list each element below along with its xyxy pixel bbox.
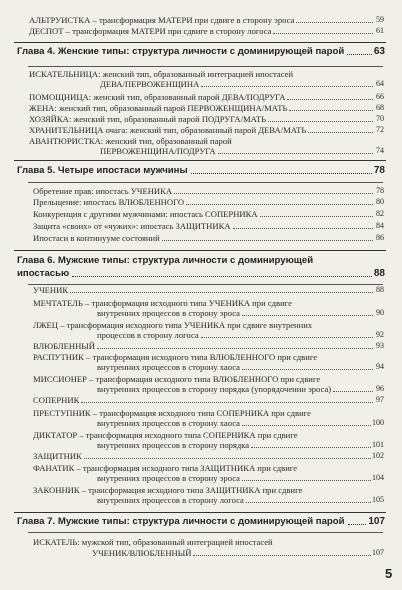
leader-dots <box>251 447 371 448</box>
leader-dots <box>193 555 371 556</box>
toc-entry-text: Конкуренция с другими мужчинами: ипостась СОПЕРНИКА <box>33 209 258 219</box>
leader-dots <box>186 204 373 205</box>
toc-entry[interactable] <box>29 125 384 135</box>
page-number: 5 <box>385 566 393 581</box>
toc-entry-text[interactable]: ДИКТАТОР – трансформация исходного типа СОПЕРНИКА при сдвиге <box>33 430 298 440</box>
toc-entry[interactable] <box>29 103 384 113</box>
leader-dots <box>242 480 371 481</box>
toc-entry-text: внутренних процессов в сторону эроса <box>97 473 240 483</box>
toc-entry-text[interactable]: ЛЖЕЦ – трансформация исходного типа УЧЕНИКА при сдвиге внутренних <box>33 320 313 330</box>
toc-entry-page: 74 <box>376 146 384 155</box>
leader-dots <box>201 86 373 87</box>
toc-entry[interactable] <box>33 341 384 351</box>
toc-entry-page: 101 <box>372 440 384 449</box>
toc-entry-page: 66 <box>376 92 384 101</box>
chapter-heading[interactable] <box>17 46 385 58</box>
chapter-title: Глава 7. Мужские типы: структура личности с доминирующей парой <box>17 516 345 527</box>
leader-dots <box>81 402 373 403</box>
divider <box>14 512 386 513</box>
toc-entry-text: ХОЗЯЙКА: женский тип, образованный парой ПОДРУГА/МАТЬ <box>29 114 267 124</box>
toc-entry[interactable] <box>33 197 384 207</box>
toc-entry-text: внутренних процессов в сторону порядка <box>97 440 250 450</box>
toc-entry-text: ДЕВА/ПЕРВОЖЕНЩИНА <box>100 79 200 89</box>
toc-entry-page: 97 <box>376 395 384 404</box>
toc-entry-text: Обретение прав: ипостась УЧЕНИКА <box>33 186 173 196</box>
toc-entry-text: ПЕРВОЖЕНЩИНА/ПОДРУГА <box>100 146 216 156</box>
toc-entry-page: 104 <box>372 473 384 482</box>
toc-entry-page: 68 <box>376 103 384 112</box>
toc-entry-text: внутренних процессов в сторону хаоса <box>97 418 240 428</box>
chapter-page: 88 <box>373 268 385 279</box>
leader-dots <box>348 524 367 525</box>
leader-dots <box>218 153 373 154</box>
leader-dots <box>233 228 373 229</box>
toc-entry-page: 84 <box>376 221 384 230</box>
toc-entry[interactable] <box>33 395 384 405</box>
toc-entry[interactable] <box>33 209 384 219</box>
toc-entry[interactable] <box>97 495 384 505</box>
toc-entry-text[interactable]: ЗАКОННИК – трансформация исходного типа ЗАЩИТНИКА при сдвиге <box>33 485 303 495</box>
toc-entry[interactable] <box>33 285 384 295</box>
toc-entry-text: ПОМОЩНИЦА: женский тип, образованный парой ДЕВА/ПОДРУГА <box>29 92 286 102</box>
leader-dots <box>191 173 372 174</box>
toc-entry[interactable] <box>97 418 384 428</box>
toc-entry-text: внутренних процессов в сторону хаоса <box>97 362 240 372</box>
chapter-heading[interactable] <box>17 165 385 177</box>
toc-entry[interactable] <box>100 146 384 156</box>
leader-dots <box>268 121 373 122</box>
toc-entry-page: 70 <box>376 114 384 123</box>
toc-entry-text[interactable]: МИССИОНЕР – трансформация исходного типа ВЛЮБЛЕННОГО при сдвиге <box>33 374 321 384</box>
toc-entry-text: СОПЕРНИК <box>33 395 80 405</box>
toc-entry-page: 92 <box>376 330 384 339</box>
toc-entry-page: 72 <box>376 125 384 134</box>
leader-dots <box>201 337 373 338</box>
chapter-title: Глава 5. Четыре ипостаси мужчины <box>17 165 188 176</box>
toc-entry-page: 82 <box>376 209 384 218</box>
leader-dots <box>242 425 371 426</box>
toc-entry-page: 59 <box>376 15 384 24</box>
toc-entry-page: 86 <box>376 233 384 242</box>
toc-entry[interactable] <box>97 308 384 318</box>
chapter-title: Глава 4. Женские типы: структура личности с доминирующей парой <box>17 46 345 57</box>
chapter-page: 63 <box>373 46 385 57</box>
toc-entry-text: ВЛЮБЛЕННЫЙ <box>33 341 95 351</box>
toc-entry[interactable] <box>97 362 384 372</box>
toc-entry[interactable] <box>100 79 384 89</box>
toc-entry-page: 102 <box>372 451 384 460</box>
leader-dots <box>273 33 373 34</box>
toc-entry[interactable] <box>97 384 384 394</box>
toc-entry-text: внутренних процессов в сторону логоса <box>97 495 244 505</box>
leader-dots <box>162 240 373 241</box>
leader-dots <box>174 193 373 194</box>
leader-dots <box>289 110 373 111</box>
leader-dots <box>296 22 373 23</box>
leader-dots <box>260 216 373 217</box>
leader-dots <box>242 315 373 316</box>
toc-entry-text: УЧЕНИК <box>33 285 69 295</box>
toc-entry-text[interactable]: ПРЕСТУПНИК – трансформация исходного типа СОПЕРНИКА при сдвиге <box>33 408 311 418</box>
toc-entry[interactable] <box>97 330 384 340</box>
chapter-title[interactable]: Глава 6. Мужские типы: структура личности с доминирующей <box>17 255 314 266</box>
toc-entry-page: 93 <box>376 341 384 350</box>
toc-entry-text: внутренних процессов в сторону эроса <box>97 308 240 318</box>
divider <box>14 250 386 251</box>
toc-entry-text: УЧЕНИК/ВЛЮБЛЕННЫЙ <box>92 548 192 558</box>
toc-entry-page: 78 <box>376 186 384 195</box>
toc-entry-text[interactable]: АВАНТЮРИСТКА: женский тип, образованный парой <box>29 136 232 146</box>
toc-entry-text[interactable]: ФАНАТИК – трансформация исходного типа ЗАЩИТНИКА при сдвиге <box>33 463 298 473</box>
divider <box>28 182 383 183</box>
toc-entry[interactable] <box>33 451 384 461</box>
toc-entry-text[interactable]: ИСКАТЕЛЬНИЦА: женский тип, образованный интеграцией ипостасей <box>29 69 294 79</box>
leader-dots <box>72 276 372 277</box>
chapter-heading[interactable] <box>17 268 385 280</box>
toc-entry-text: Ипостаси в континууме состояний <box>33 233 160 243</box>
leader-dots <box>70 292 373 293</box>
toc-entry-page: 100 <box>372 418 384 427</box>
leader-dots <box>347 54 372 55</box>
chapter-title-cont: ипостасью <box>17 268 70 279</box>
toc-entry-text: Прельщение: ипостась ВЛЮБЛЕННОГО <box>33 197 185 207</box>
leader-dots <box>84 458 371 459</box>
divider <box>28 66 383 67</box>
toc-entry-text: Защита «своих» от «чужих»: ипостась ЗАЩИТНИКА <box>33 221 231 231</box>
toc-entry-page: 90 <box>376 308 384 317</box>
chapter-page: 78 <box>373 165 385 176</box>
leader-dots <box>246 502 371 503</box>
toc-entry[interactable] <box>29 114 384 124</box>
toc-entry[interactable] <box>33 186 384 196</box>
toc-entry-text: внутренних процессов в сторону порядка (упорядочении эроса) <box>97 384 332 394</box>
leader-dots <box>308 132 373 133</box>
leader-dots <box>287 99 373 100</box>
toc-entry-page: 105 <box>372 495 384 504</box>
divider <box>14 160 386 161</box>
toc-entry-text[interactable]: ИСКАТЕЛЬ: мужской тип, образованный интеграцией ипостасей <box>33 537 273 547</box>
toc-entry[interactable] <box>97 473 384 483</box>
toc-entry-text[interactable]: РАСПУТНИК – трансформация исходного типа ВЛЮБЛЕННОГО при сдвиге <box>33 352 318 362</box>
toc-entry-text[interactable]: МЕЧТАТЕЛЬ – трансформация исходного типа УЧЕНИКА при сдвиге <box>33 298 292 308</box>
toc-entry-page: 107 <box>372 548 384 557</box>
toc-entry-text: ХРАНИТЕЛЬНИЦА очага: женский тип, образованный парой ДЕВА/МАТЬ <box>29 125 307 135</box>
toc-entry-page: 96 <box>376 384 384 393</box>
toc-entry-text: ЖЕНА: женский тип, образованный парой ПЕРВОЖЕНЩИНА/МАТЬ <box>29 103 288 113</box>
toc-entry[interactable] <box>29 26 384 36</box>
chapter-heading[interactable] <box>17 516 385 528</box>
divider <box>28 532 383 533</box>
chapter-page: 107 <box>368 516 385 527</box>
leader-dots <box>333 391 373 392</box>
toc-entry[interactable] <box>33 221 384 231</box>
toc-entry-page: 64 <box>376 79 384 88</box>
toc-entry-page: 61 <box>376 26 384 35</box>
toc-entry-page: 80 <box>376 197 384 206</box>
toc-entry-text: процессов в сторону логоса <box>97 330 199 340</box>
toc-entry-page: 88 <box>376 285 384 294</box>
toc-entry-page: 94 <box>376 362 384 371</box>
toc-entry[interactable] <box>29 92 384 102</box>
leader-dots <box>97 348 373 349</box>
toc-entry[interactable] <box>29 15 384 25</box>
toc-entry[interactable] <box>33 233 384 243</box>
divider <box>14 42 386 43</box>
toc-entry-text: АЛЬТРУИСТКА – трансформация МАТЕРИ при сдвиге в сторону эроса <box>29 15 295 25</box>
toc-entry-text: ДЕСПОТ – трансформация МАТЕРИ при сдвиге в сторону логоса <box>29 26 272 36</box>
toc-entry-text: ЗАЩИТНИК <box>33 451 82 461</box>
toc-entry[interactable] <box>92 548 384 558</box>
toc-entry[interactable] <box>97 440 384 450</box>
leader-dots <box>242 369 373 370</box>
